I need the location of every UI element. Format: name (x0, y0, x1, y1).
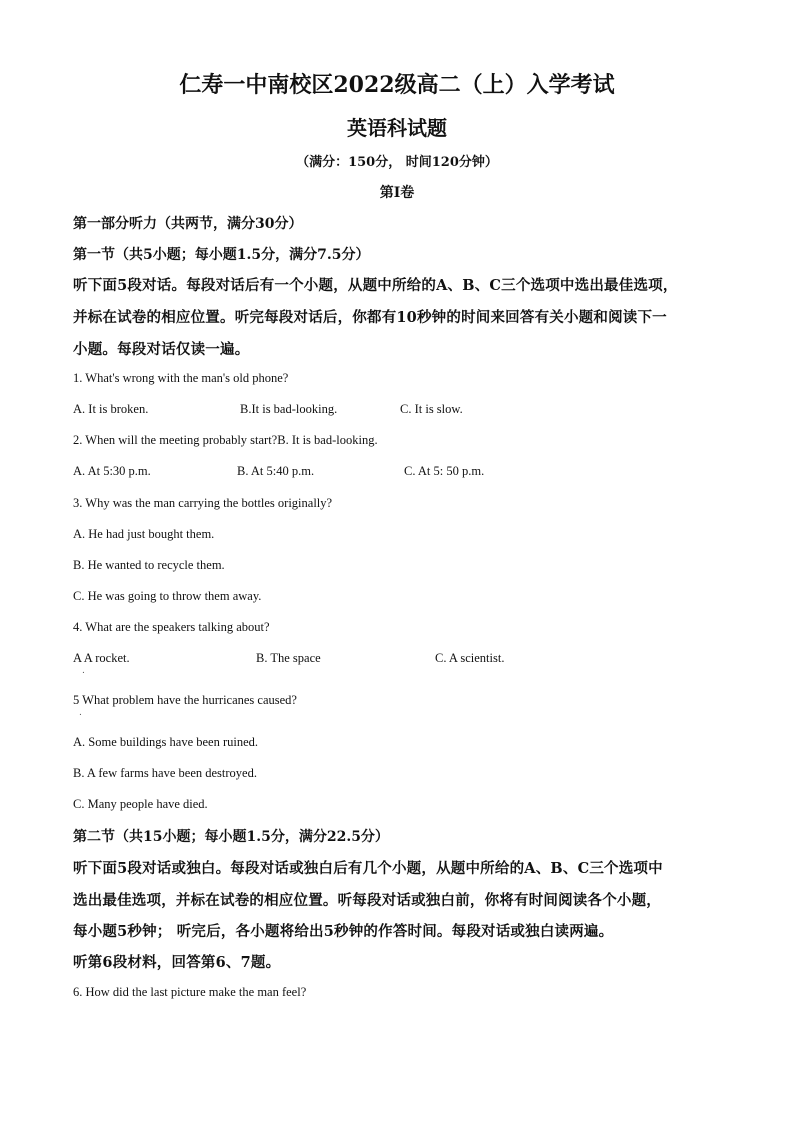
q2-option-c: C. At 5: 50 p.m. (404, 464, 485, 478)
part1-heading: 第一部分听力（共两节，满分30分） (73, 216, 303, 232)
q1-option-c: C. It is slow. (400, 402, 463, 416)
exam-title: 仁寿一中南校区2022级高二（上）入学考试 (179, 72, 615, 98)
q1-option-b: B.It is bad-looking. (240, 402, 338, 416)
q2-option-b: B. At 5:40 p.m. (237, 464, 315, 478)
q4-option-b: B. The space (256, 651, 321, 665)
section1-instruction-line: 小题。每段对话仅读一遍。 (73, 341, 250, 358)
score-note: （满分：150分， 时间120分钟） (296, 155, 498, 170)
section2-instruction-line: 听下面5段对话或独白。每段对话或独白后有几个小题，从题中所给的A、B、C三个选项中 (73, 860, 663, 877)
material-heading: 听第6段材料，回答第6、7题。 (73, 954, 281, 971)
q5-option-c: C. Many people have died. (73, 797, 208, 811)
q3-option-c: C. He was going to throw them away. (73, 589, 262, 603)
q3-option-b: B. He wanted to recycle them. (73, 558, 225, 572)
question-6: 6. How did the last picture make the man feel? (73, 985, 307, 999)
exam-subtitle: 英语科试题 (347, 116, 447, 140)
question-5: 5 What problem have the hurricanes caused? (73, 693, 297, 707)
section2-instruction-line: 选出最佳选项，并标在试卷的相应位置。听每段对话或独白前，你将有时间阅读各个小题， (73, 892, 661, 909)
section2-instruction-line: 每小题5秒钟； 听完后，各小题将给出5秒钟的作答时间。每段对话或独白读两遍。 (73, 923, 614, 940)
print-mark: . (82, 666, 85, 676)
q2-option-a: A. At 5:30 p.m. (73, 464, 151, 478)
question-1: 1. What's wrong with the man's old phone? (73, 371, 289, 385)
print-mark: . (79, 708, 82, 718)
volume-label: 第I卷 (379, 185, 415, 201)
q3-option-a: A. He had just bought them. (73, 527, 215, 541)
q1-option-a: A. It is broken. (73, 402, 149, 416)
q5-option-b: B. A few farms have been destroyed. (73, 766, 257, 780)
section1-heading: 第一节（共5小题；每小题1.5分，满分7.5分） (73, 247, 370, 263)
q4-option-c: C. A scientist. (435, 651, 505, 665)
section2-heading: 第二节（共15小题；每小题1.5分，满分22.5分） (73, 829, 389, 845)
q4-option-a: A A rocket. (73, 651, 130, 665)
q5-option-a: A. Some buildings have been ruined. (73, 735, 259, 749)
section1-instruction-line: 并标在试卷的相应位置。听完每段对话后，你都有10秒钟的时间来回答有关小题和阅读下一 (73, 309, 667, 326)
question-2: 2. When will the meeting probably start?B. It is bad-looking. (73, 433, 378, 447)
question-3: 3. Why was the man carrying the bottles originally? (73, 496, 333, 510)
section1-instruction-line: 听下面5段对话。每段对话后有一个小题，从题中所给的A、B、C三个选项中选出最佳选项， (73, 277, 678, 294)
question-4: 4. What are the speakers talking about? (73, 620, 270, 634)
